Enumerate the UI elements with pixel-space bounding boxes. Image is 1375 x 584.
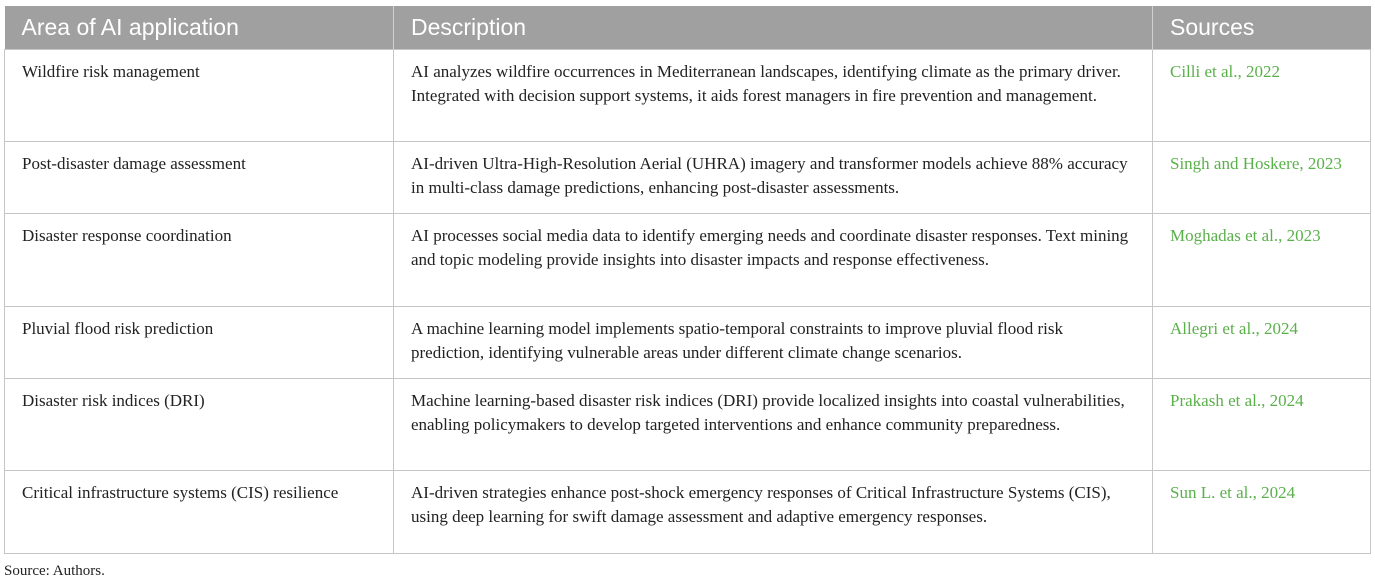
- cell-source-link[interactable]: Allegri et al., 2024: [1153, 306, 1371, 378]
- table-footnote: Source: Authors.: [4, 563, 105, 579]
- table-row: [5, 470, 1371, 553]
- cell-area: Pluvial flood risk prediction: [5, 306, 394, 378]
- cell-source-link[interactable]: Singh and Hoskere, 2023: [1153, 141, 1371, 213]
- table-row: [5, 306, 1371, 378]
- table-header-row: [5, 6, 1371, 49]
- cell-area: Post-disaster damage assessment: [5, 141, 394, 213]
- table-row: [5, 141, 1371, 213]
- cell-description: AI analyzes wildfire occurrences in Mediterranean landscapes, identifying climate as the primary driver. Integrated with decision support systems, it aids forest managers in fire prevention and management.: [394, 49, 1153, 141]
- cell-description: Machine learning-based disaster risk indices (DRI) provide localized insights into coastal vulnerabilities, enabling policymakers to develop targeted interventions and enhance community preparedness.: [394, 378, 1153, 470]
- table-container: [4, 6, 1370, 554]
- cell-area: Critical infrastructure systems (CIS) resilience: [5, 470, 394, 553]
- cell-description: AI-driven strategies enhance post-shock emergency responses of Critical Infrastructure Systems (CIS), using deep learning for swift damage assessment and adaptive emergency responses.: [394, 470, 1153, 553]
- cell-source-link[interactable]: Cilli et al., 2022: [1153, 49, 1371, 141]
- table-row: [5, 49, 1371, 141]
- cell-source-link[interactable]: Sun L. et al., 2024: [1153, 470, 1371, 553]
- table-row: [5, 213, 1371, 306]
- header-area: Area of AI application: [5, 6, 394, 49]
- cell-description: AI processes social media data to identify emerging needs and coordinate disaster responses. Text mining and topic modeling provide insights into disaster impacts and response effectiveness.: [394, 213, 1153, 306]
- cell-description: AI-driven Ultra-High-Resolution Aerial (UHRA) imagery and transformer models achieve 88% accuracy in multi-class damage predictions, enhancing post-disaster assessments.: [394, 141, 1153, 213]
- ai-applications-table: [4, 6, 1371, 554]
- cell-area: Wildfire risk management: [5, 49, 394, 141]
- cell-source-link[interactable]: Prakash et al., 2024: [1153, 378, 1371, 470]
- table-row: [5, 378, 1371, 470]
- cell-area: Disaster response coordination: [5, 213, 394, 306]
- header-sources: Sources: [1153, 6, 1371, 49]
- cell-area: Disaster risk indices (DRI): [5, 378, 394, 470]
- cell-description: A machine learning model implements spatio-temporal constraints to improve pluvial flood risk prediction, identifying vulnerable areas under different climate change scenarios.: [394, 306, 1153, 378]
- cell-source-link[interactable]: Moghadas et al., 2023: [1153, 213, 1371, 306]
- header-description: Description: [394, 6, 1153, 49]
